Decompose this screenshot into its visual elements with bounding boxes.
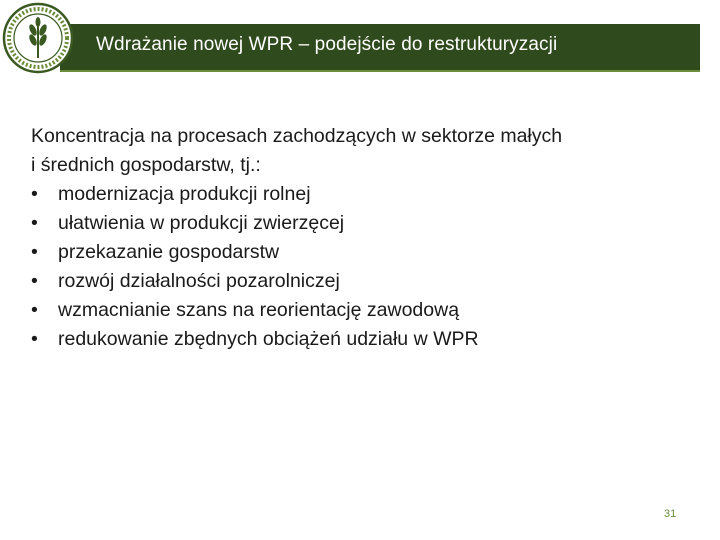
list-item <box>31 180 691 209</box>
slide-content <box>31 122 691 354</box>
bullet-text: wzmacnianie szans na reorientację zawodową <box>58 299 460 321</box>
list-item <box>31 209 691 238</box>
bullet-icon: • <box>31 183 38 205</box>
bullet-list <box>31 180 691 354</box>
wheat-seal-icon <box>2 2 74 74</box>
bullet-icon: • <box>31 270 38 292</box>
list-item <box>31 267 691 296</box>
bullet-icon: • <box>31 241 38 263</box>
bullet-icon: • <box>31 328 38 350</box>
bullet-icon: • <box>31 299 38 321</box>
list-item <box>31 325 691 354</box>
slide-title: Wdrażanie nowej WPR – podejście do restrukturyzacji <box>96 34 558 55</box>
bullet-text: rozwój działalności pozarolniczej <box>58 270 340 292</box>
page-number: 31 <box>664 508 677 520</box>
bullet-icon: • <box>31 212 38 234</box>
bullet-text: ułatwienia w produkcji zwierzęcej <box>58 212 345 234</box>
intro-line-1: Koncentracja na procesach zachodzących w sektorze małych <box>31 125 563 147</box>
bullet-text: przekazanie gospodarstw <box>58 241 280 263</box>
bullet-text: redukowanie zbędnych obciążeń udziału w WPR <box>58 328 479 350</box>
bullet-text: modernizacja produkcji rolnej <box>58 183 311 205</box>
list-item <box>31 296 691 325</box>
list-item <box>31 238 691 267</box>
intro-line-2: i średnich gospodarstw, tj.: <box>31 154 261 176</box>
